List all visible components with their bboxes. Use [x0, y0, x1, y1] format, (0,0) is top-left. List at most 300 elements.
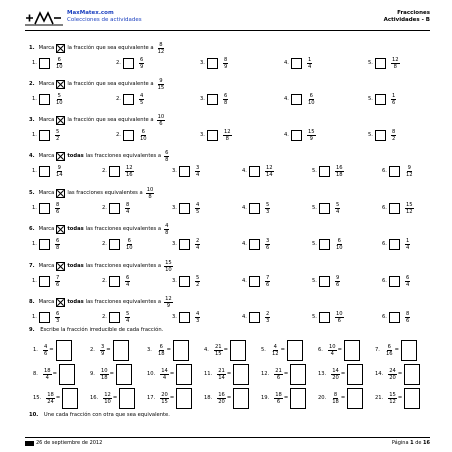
option-6 — [382, 309, 410, 325]
item-number: 2. — [90, 347, 95, 353]
option-checkbox[interactable] — [207, 94, 218, 105]
fraction — [125, 275, 130, 288]
equals-sign: = — [52, 371, 57, 377]
numerator: 9 — [407, 164, 411, 171]
denominator: 20 — [332, 374, 339, 381]
denominator: 4 — [307, 63, 312, 70]
option-number: 2. — [102, 241, 107, 247]
fraction — [265, 275, 270, 288]
answer-box[interactable] — [56, 340, 72, 361]
fraction — [125, 238, 134, 251]
numerator: 16 — [335, 164, 343, 171]
option-checkbox[interactable] — [319, 312, 330, 323]
answer-box[interactable] — [233, 388, 249, 409]
equals-sign: = — [49, 347, 54, 353]
prompt-emphasis: todas — [67, 226, 84, 232]
section-10-text: Une cada fracción con otra que sea equivalente. — [43, 412, 170, 418]
numerator: 4 — [43, 343, 48, 350]
answer-box[interactable] — [230, 340, 246, 361]
option-4 — [242, 163, 274, 179]
x-mark-icon — [56, 116, 65, 125]
option-checkbox[interactable] — [291, 130, 302, 141]
option-checkbox[interactable] — [389, 203, 400, 214]
page-total: 16 — [423, 440, 430, 446]
fraction — [265, 202, 270, 215]
option-5 — [368, 55, 400, 71]
denominator: 16 — [385, 350, 393, 357]
numerator: 15 — [389, 391, 396, 398]
numerator: 12 — [265, 164, 273, 171]
fraction — [217, 368, 226, 381]
option-4 — [242, 309, 270, 325]
denominator: 20 — [218, 398, 225, 405]
denominator: 10 — [104, 398, 111, 405]
option-checkbox[interactable] — [179, 203, 190, 214]
denominator: 6 — [265, 281, 270, 288]
option-checkbox[interactable] — [207, 130, 218, 141]
question-prompt — [29, 296, 173, 308]
equals-sign: = — [280, 347, 285, 353]
equals-sign: = — [169, 371, 175, 377]
answer-box[interactable] — [113, 340, 129, 361]
option-2 — [102, 163, 134, 179]
x-mark-icon — [56, 189, 65, 198]
option-checkbox[interactable] — [179, 276, 190, 287]
option-1 — [32, 200, 60, 216]
fraction — [335, 238, 344, 251]
fraction — [139, 129, 148, 142]
answer-box[interactable] — [62, 388, 78, 409]
question-prompt — [29, 150, 169, 162]
reduce-item — [90, 339, 129, 361]
equals-sign: = — [223, 347, 228, 353]
option-checkbox[interactable] — [291, 94, 302, 105]
denominator: 3 — [265, 208, 270, 215]
option-checkbox[interactable] — [389, 166, 400, 177]
fraction — [125, 202, 130, 215]
numerator: 5 — [55, 128, 60, 135]
fraction — [125, 165, 134, 178]
option-checkbox[interactable] — [39, 130, 50, 141]
fraction — [55, 93, 64, 106]
equals-sign: = — [166, 347, 171, 353]
item-number: 14. — [375, 371, 384, 377]
numerator: 8 — [159, 41, 163, 48]
option-checkbox[interactable] — [123, 130, 134, 141]
option-checkbox[interactable] — [249, 203, 260, 214]
option-3 — [172, 236, 200, 252]
option-1 — [32, 309, 60, 325]
denominator: 3 — [195, 317, 200, 324]
question-prompt — [29, 223, 169, 235]
numerator: 10 — [100, 367, 108, 374]
item-number: 8. — [33, 371, 38, 377]
equals-sign: = — [55, 395, 61, 401]
numerator: 10 — [157, 113, 165, 120]
option-checkbox[interactable] — [109, 166, 120, 177]
option-number: 5. — [368, 60, 373, 66]
answer-box[interactable] — [176, 364, 192, 385]
answer-box[interactable] — [59, 364, 75, 385]
option-4 — [284, 91, 316, 107]
question-prompt — [29, 260, 173, 272]
option-checkbox[interactable] — [39, 239, 50, 250]
denominator: 12 — [389, 398, 396, 405]
option-number: 1. — [32, 132, 37, 138]
reduce-item — [261, 363, 306, 385]
option-number: 3. — [172, 168, 177, 174]
answer-box[interactable] — [347, 388, 363, 409]
brand-name[interactable]: MaxMatex.com — [67, 10, 114, 16]
answer-box[interactable] — [287, 340, 303, 361]
equals-sign: = — [169, 395, 175, 401]
item-number: 16. — [90, 395, 99, 401]
option-checkbox[interactable] — [179, 166, 190, 177]
numerator: 1 — [307, 56, 312, 63]
reduce-item — [375, 339, 417, 361]
denominator: 8 — [393, 63, 397, 70]
option-4 — [242, 200, 270, 216]
fraction — [55, 165, 64, 178]
numerator: 24 — [389, 367, 396, 374]
numerator: 12 — [104, 391, 111, 398]
fraction — [405, 202, 414, 215]
question-2 — [29, 74, 429, 108]
option-checkbox[interactable] — [123, 58, 134, 69]
option-checkbox[interactable] — [249, 276, 260, 287]
option-6 — [382, 163, 414, 179]
option-checkbox[interactable] — [39, 276, 50, 287]
denominator: 4 — [405, 244, 410, 251]
denominator: 8 — [55, 244, 60, 251]
fraction — [391, 57, 400, 70]
answer-box[interactable] — [347, 364, 363, 385]
option-number: 1. — [32, 314, 37, 320]
fraction — [405, 238, 410, 251]
fraction — [271, 344, 280, 357]
numerator: 8 — [125, 201, 130, 208]
mini-logo-icon — [25, 441, 34, 446]
question-prompt — [29, 187, 154, 199]
denominator: 4 — [195, 171, 200, 178]
option-checkbox[interactable] — [319, 203, 330, 214]
option-6 — [382, 236, 410, 252]
numerator: 18 — [43, 367, 51, 374]
option-number: 2. — [116, 132, 121, 138]
item-number: 1. — [33, 347, 38, 353]
option-checkbox[interactable] — [291, 58, 302, 69]
numerator: 12 — [125, 164, 133, 171]
target-fraction — [164, 223, 169, 236]
numerator: 6 — [139, 56, 144, 63]
option-number: 2. — [102, 205, 107, 211]
answer-box[interactable] — [404, 364, 420, 385]
option-5 — [312, 163, 344, 179]
denominator: 9 — [223, 63, 228, 70]
option-checkbox[interactable] — [389, 239, 400, 250]
item-number: 12. — [261, 371, 270, 377]
option-number: 5. — [312, 278, 317, 284]
option-checkbox[interactable] — [179, 312, 190, 323]
option-5 — [312, 200, 340, 216]
denominator: 10 — [165, 266, 172, 273]
prompt-verb: Marca — [38, 117, 55, 123]
option-number: 1. — [32, 96, 37, 102]
question-number: 1. — [29, 45, 35, 51]
numerator: 12 — [223, 128, 231, 135]
option-checkbox[interactable] — [109, 239, 120, 250]
option-checkbox[interactable] — [179, 239, 190, 250]
prompt-emphasis: todas — [67, 263, 84, 269]
prompt-verb: Marca — [38, 226, 55, 232]
numerator: 6 — [337, 237, 341, 244]
prompt-verb: Marca — [38, 81, 55, 87]
x-mark-icon — [56, 44, 65, 53]
equals-sign: = — [226, 395, 232, 401]
topic-title: Fracciones — [397, 10, 430, 16]
option-checkbox[interactable] — [389, 312, 400, 323]
fraction — [157, 344, 166, 357]
denominator: 18 — [100, 374, 108, 381]
option-checkbox[interactable] — [319, 166, 330, 177]
numerator: 18 — [47, 391, 54, 398]
denominator: 8 — [165, 156, 169, 163]
numerator: 6 — [55, 237, 60, 244]
denominator: 4 — [162, 374, 167, 381]
fraction — [265, 311, 270, 324]
fraction — [195, 238, 200, 251]
section-9 — [29, 327, 429, 412]
numerator: 10 — [328, 343, 336, 350]
answer-box[interactable] — [404, 388, 420, 409]
item-number: 17. — [147, 395, 156, 401]
fraction — [195, 275, 200, 288]
option-checkbox[interactable] — [123, 94, 134, 105]
fraction — [405, 275, 410, 288]
numerator: 3 — [265, 237, 270, 244]
numerator: 6 — [127, 237, 131, 244]
equals-sign: = — [283, 371, 289, 377]
numerator: 6 — [223, 92, 228, 99]
fraction — [195, 202, 200, 215]
fraction — [55, 202, 60, 215]
numerator: 3 — [100, 343, 105, 350]
denominator: 6 — [265, 244, 270, 251]
answer-box[interactable] — [176, 388, 192, 409]
denominator: 6 — [55, 281, 60, 288]
option-checkbox[interactable] — [249, 239, 260, 250]
option-number: 6. — [382, 168, 387, 174]
option-checkbox[interactable] — [39, 94, 50, 105]
item-number: 19. — [261, 395, 270, 401]
option-checkbox[interactable] — [207, 58, 218, 69]
numerator: 5 — [335, 201, 340, 208]
numerator: 6 — [55, 310, 60, 317]
prompt-text: la fracción que sea equivalente a — [67, 117, 154, 123]
equals-sign: = — [112, 395, 118, 401]
denominator: 12 — [405, 208, 413, 215]
option-checkbox[interactable] — [39, 203, 50, 214]
question-number: 2. — [29, 81, 35, 87]
numerator: 20 — [161, 391, 168, 398]
numerator: 10 — [146, 186, 154, 193]
numerator: 8 — [333, 391, 338, 398]
fraction — [214, 344, 223, 357]
target-fraction — [157, 114, 166, 127]
reduce-item — [204, 387, 249, 409]
fraction — [405, 165, 414, 178]
option-number: 5. — [312, 314, 317, 320]
denominator: 2 — [391, 135, 396, 142]
denominator: 12 — [157, 48, 165, 55]
fraction — [223, 129, 232, 142]
denominator: 10 — [335, 244, 343, 251]
option-number: 4. — [284, 96, 289, 102]
fraction — [223, 93, 228, 106]
item-number: 5. — [261, 347, 266, 353]
option-number: 3. — [172, 314, 177, 320]
option-checkbox[interactable] — [39, 312, 50, 323]
denominator: 9 — [100, 350, 105, 357]
numerator: 21 — [214, 343, 222, 350]
option-checkbox[interactable] — [389, 276, 400, 287]
answer-box[interactable] — [119, 388, 135, 409]
reduce-item — [261, 387, 306, 409]
header-right — [384, 10, 430, 24]
denominator: 10 — [125, 244, 133, 251]
prompt-text: las fracciones equivalentes a — [85, 263, 162, 269]
option-number: 1. — [32, 278, 37, 284]
fraction — [405, 311, 410, 324]
denominator: 4 — [330, 350, 334, 357]
numerator: 2 — [265, 310, 270, 317]
denominator: 10 — [139, 135, 147, 142]
denominator: 8 — [148, 193, 152, 200]
answer-box[interactable] — [290, 388, 306, 409]
option-number: 5. — [312, 205, 317, 211]
option-number: 2. — [102, 314, 107, 320]
option-checkbox[interactable] — [375, 130, 386, 141]
option-3 — [200, 91, 228, 107]
prompt-text: la fracción que sea equivalente a — [67, 45, 154, 51]
option-4 — [242, 236, 270, 252]
option-number: 4. — [284, 132, 289, 138]
x-mark-icon — [56, 298, 65, 307]
reduce-item — [261, 339, 303, 361]
option-1 — [32, 127, 60, 143]
option-1 — [32, 55, 64, 71]
reduce-item — [147, 387, 192, 409]
x-mark-icon — [56, 80, 65, 89]
item-number: 13. — [318, 371, 327, 377]
option-checkbox[interactable] — [109, 276, 120, 287]
item-number: 11. — [204, 371, 213, 377]
denominator: 6 — [335, 281, 340, 288]
question-6 — [29, 219, 429, 253]
numerator: 8 — [223, 56, 228, 63]
option-checkbox[interactable] — [319, 239, 330, 250]
denominator: 9 — [166, 302, 171, 309]
option-number: 4. — [242, 241, 247, 247]
denominator: 6 — [337, 317, 341, 324]
option-2 — [116, 91, 144, 107]
numerator: 4 — [195, 201, 200, 208]
option-1 — [32, 273, 60, 289]
footer-left — [25, 440, 102, 446]
option-checkbox[interactable] — [109, 312, 120, 323]
prompt-verb: Marca — [38, 45, 55, 51]
numerator: 2 — [195, 237, 200, 244]
option-checkbox[interactable] — [249, 312, 260, 323]
answer-box[interactable] — [233, 364, 249, 385]
denominator: 18 — [332, 398, 339, 405]
option-number: 1. — [32, 205, 37, 211]
answer-box[interactable] — [173, 340, 189, 361]
denominator: 8 — [223, 99, 228, 106]
option-checkbox[interactable] — [319, 276, 330, 287]
item-number: 10. — [147, 371, 156, 377]
numerator: 5 — [125, 310, 130, 317]
denominator: 18 — [335, 171, 343, 178]
option-3 — [172, 200, 200, 216]
option-checkbox[interactable] — [39, 58, 50, 69]
option-checkbox[interactable] — [109, 203, 120, 214]
numerator: 6 — [125, 274, 130, 281]
denominator: 12 — [271, 350, 279, 357]
fraction — [125, 311, 130, 324]
answer-box[interactable] — [401, 340, 417, 361]
reduce-item — [147, 339, 189, 361]
prompt-text: las fracciones equivalentes a — [67, 190, 143, 196]
answer-box[interactable] — [116, 364, 132, 385]
denominator: 2 — [55, 135, 60, 142]
option-6 — [382, 273, 410, 289]
option-checkbox[interactable] — [249, 166, 260, 177]
option-3 — [200, 55, 228, 71]
option-checkbox[interactable] — [39, 166, 50, 177]
question-prompt — [29, 42, 165, 54]
numerator: 12 — [391, 56, 399, 63]
item-number: 21. — [375, 395, 384, 401]
denominator: 4 — [335, 208, 340, 215]
option-number: 3. — [200, 60, 205, 66]
item-number: 3. — [147, 347, 152, 353]
question-number: 3. — [29, 117, 35, 123]
option-number: 6. — [382, 241, 387, 247]
page-header — [25, 10, 430, 30]
answer-box[interactable] — [290, 364, 306, 385]
option-number: 4. — [284, 60, 289, 66]
option-number: 3. — [172, 205, 177, 211]
option-number: 1. — [32, 168, 37, 174]
denominator: 10 — [55, 63, 63, 70]
option-checkbox[interactable] — [375, 58, 386, 69]
answer-box[interactable] — [344, 340, 360, 361]
item-number: 7. — [375, 347, 380, 353]
equals-sign: = — [283, 395, 289, 401]
item-number: 15. — [33, 395, 42, 401]
option-2 — [102, 200, 130, 216]
fraction — [100, 368, 109, 381]
numerator: 21 — [218, 367, 225, 374]
denominator: 6 — [405, 317, 410, 324]
option-number: 3. — [172, 241, 177, 247]
fraction — [55, 129, 60, 142]
section-9-title — [29, 327, 163, 333]
prompt-verb: Marca — [38, 299, 55, 305]
option-checkbox[interactable] — [375, 94, 386, 105]
option-number: 1. — [32, 60, 37, 66]
